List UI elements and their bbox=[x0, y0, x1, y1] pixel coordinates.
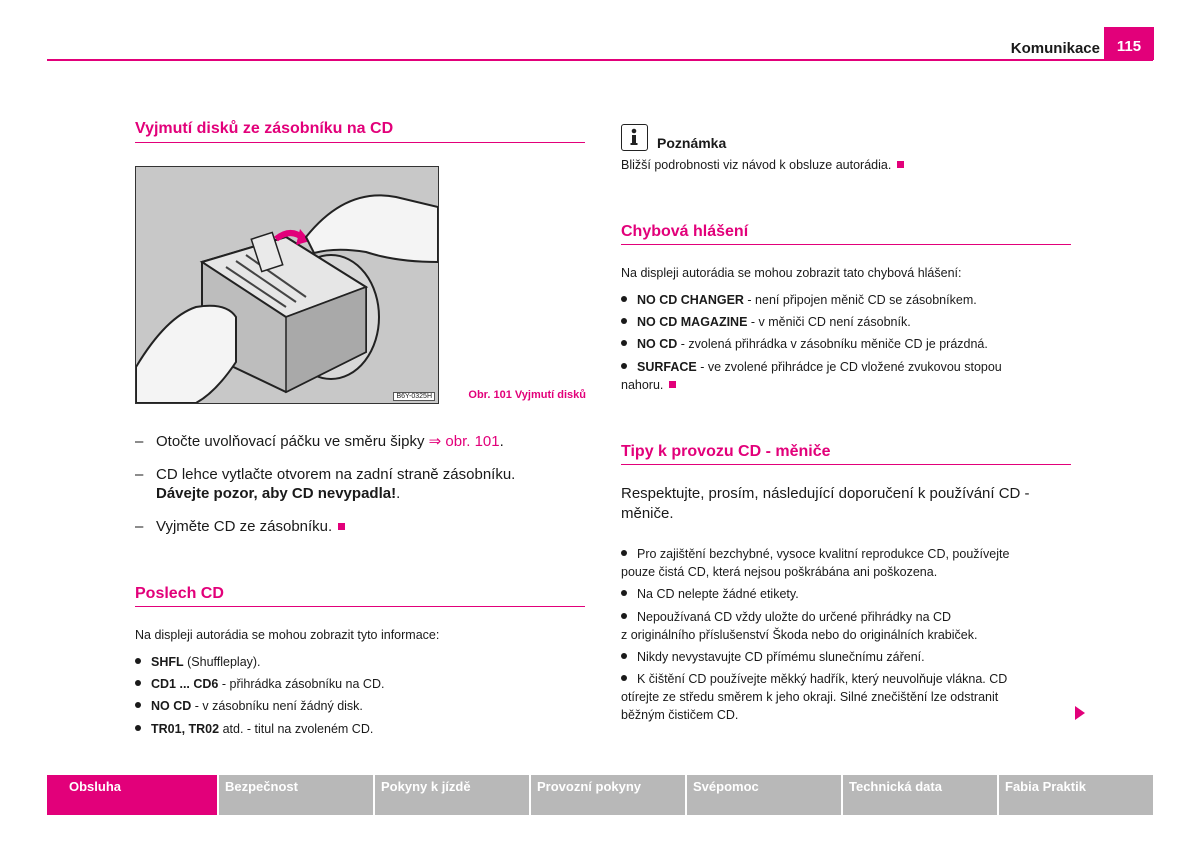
section-divider bbox=[621, 244, 1071, 245]
section-divider bbox=[621, 464, 1071, 465]
list-item: NO CD - zvolená přihrádka v zásobníku měniče CD je prázdná. bbox=[621, 335, 988, 353]
figure-cd-magazine bbox=[135, 166, 439, 404]
list-item: TR01, TR02 atd. - titul na zvoleném CD. bbox=[135, 720, 373, 738]
list-item: SHFL (Shuffleplay). bbox=[135, 653, 261, 671]
end-square-icon bbox=[669, 381, 676, 388]
tab-technicka-data[interactable]: Technická data bbox=[843, 775, 997, 815]
tab-provozni-pokyny[interactable]: Provozní pokyny bbox=[531, 775, 685, 815]
section-intro: Na displeji autorádia se mohou zobrazit tato chybová hlášení: bbox=[621, 266, 962, 280]
page-number: 115 bbox=[1104, 27, 1154, 60]
tab-pokyny-k-jizde[interactable]: Pokyny k jízdě bbox=[375, 775, 529, 815]
info-note-icon bbox=[621, 124, 648, 151]
section-title-remove-discs: Vyjmutí disků ze zásobníku na CD bbox=[135, 120, 394, 137]
section-divider bbox=[135, 142, 585, 143]
list-item: Na CD nelepte žádné etikety. bbox=[621, 585, 799, 603]
list-item: SURFACE - ve zvolené přihrádce je CD vložené zvukovou stopou nahoru. bbox=[621, 360, 1002, 392]
list-item: NO CD MAGAZINE - v měniči CD není zásobník. bbox=[621, 313, 911, 331]
end-square-icon bbox=[338, 523, 345, 530]
end-square-icon bbox=[897, 161, 904, 168]
step-item: – CD lehce vytlačte otvorem na zadní straně zásobníku. Dávejte pozor, aby CD nevypadla!. bbox=[135, 466, 516, 502]
chapter-tabs bbox=[47, 775, 1153, 815]
figure-code: B6Y-0325H bbox=[393, 392, 435, 401]
note-text: Bližší podrobnosti viz návod k obsluze autorádia. bbox=[621, 156, 904, 174]
list-item: Pro zajištění bezchybné, vysoce kvalitní reprodukce CD, používejte pouze čistá CD, která nejsou poškrábána ani poškozena. bbox=[621, 547, 1010, 579]
section-title-cd-listening: Poslech CD bbox=[135, 585, 224, 602]
list-item: NO CD CHANGER - není připojen měnič CD se zásobníkem. bbox=[621, 291, 977, 309]
header-divider bbox=[47, 59, 1153, 61]
tab-fabia-praktik[interactable]: Fabia Praktik bbox=[999, 775, 1153, 815]
list-item: Nikdy nevystavujte CD přímému slunečnímu záření. bbox=[621, 648, 925, 666]
list-item: Nepoužívaná CD vždy uložte do určené přihrádky na CD z originálního příslušenství Škoda nebo do originálních krabiček. bbox=[621, 610, 978, 642]
section-divider bbox=[135, 606, 585, 607]
tab-obsluha[interactable]: Obsluha bbox=[47, 775, 217, 815]
arrow-icon: ⇒ bbox=[428, 433, 442, 450]
section-title-cd-changer-tips: Tipy k provozu CD - měniče bbox=[621, 443, 831, 460]
list-item: K čištění CD používejte měkký hadřík, který neuvolňuje vlákna. CD otírejte ze středu směrem k jeho okraji. Silné znečištění lze odstranit běžným čističem CD. bbox=[621, 672, 1008, 722]
next-page-arrow-icon[interactable] bbox=[1075, 706, 1085, 720]
tab-bezpecnost[interactable]: Bezpečnost bbox=[219, 775, 373, 815]
list-item: CD1 ... CD6 - přihrádka zásobníku na CD. bbox=[135, 675, 384, 693]
step-item: – Otočte uvolňovací páčku ve směru šipky ⇒ obr. 101. bbox=[135, 433, 504, 450]
cd-magazine-illustration bbox=[136, 167, 438, 403]
step-item: – Vyjměte CD ze zásobníku. bbox=[135, 517, 585, 536]
section-intro: Respektujte, prosím, následující doporučení k používání CD - měniče. bbox=[621, 485, 1030, 522]
tab-svepomoc[interactable]: Svépomoc bbox=[687, 775, 841, 815]
chapter-title: Komunikace bbox=[1010, 40, 1100, 57]
figure-caption: Obr. 101 Vyjmutí disků bbox=[468, 389, 586, 401]
section-title-error-messages: Chybová hlášení bbox=[621, 223, 749, 240]
figure-reference-link[interactable]: obr. 101 bbox=[445, 433, 500, 450]
note-title: Poznámka bbox=[657, 135, 727, 151]
section-intro: Na displeji autorádia se mohou zobrazit tyto informace: bbox=[135, 628, 440, 642]
list-item: NO CD - v zásobníku není žádný disk. bbox=[135, 697, 363, 715]
